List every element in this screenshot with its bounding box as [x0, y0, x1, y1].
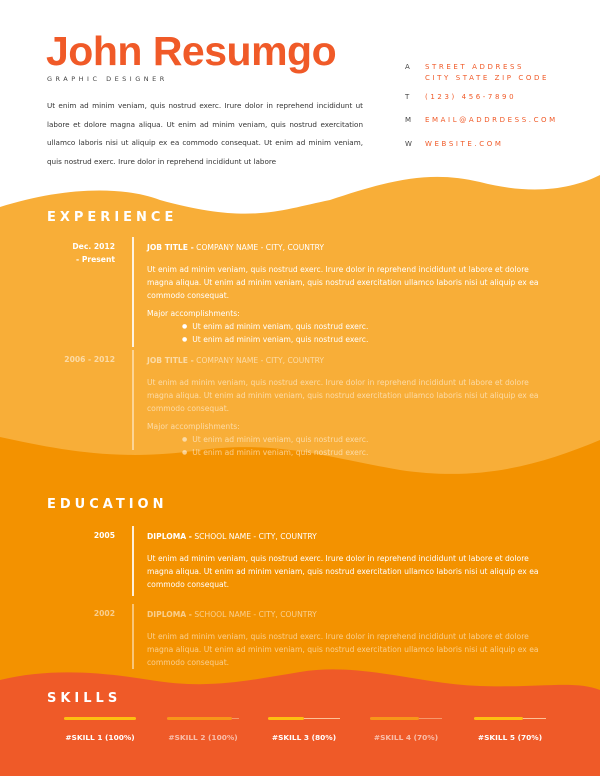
entry-org: COMPANY NAME - CITY, COUNTRY — [193, 356, 325, 365]
education-heading: EDUCATION — [47, 497, 168, 512]
entry-date: 2006 - 2012 — [64, 355, 115, 364]
skill-item — [163, 718, 243, 742]
timeline-divider — [132, 237, 134, 347]
candidate-name: John Resumgo — [46, 28, 337, 74]
skill-label: #SKILL 1 (100%) — [65, 733, 135, 742]
entry-title: DIPLOMA - — [147, 532, 192, 541]
skill-bar-fill — [167, 717, 232, 720]
accomplishment-item: ● Ut enim ad minim veniam, quis nostrud exerc. — [182, 446, 557, 459]
entry-date: Dec. 2012 - Present — [72, 242, 115, 264]
skill-bar-fill — [474, 717, 523, 720]
entry-date: 2005 — [93, 531, 115, 540]
skill-label: #SKILL 2 (100%) — [168, 733, 238, 742]
phone-key: T — [405, 93, 410, 101]
address-key: A — [405, 63, 410, 71]
skill-label: #SKILL 3 (80%) — [271, 733, 337, 742]
contact-address — [405, 62, 549, 83]
summary-text: Ut enim ad minim veniam, quis nostrud exerc. Irure dolor in reprehend incididunt ut labore et dolore magna aliqua. Ut enim ad minim veniam, quis nostrud exercitation ullamco laboris nisi ut aliquip ex ea commodo consequat. Ut enim ad minim veniam, quis nostrud exerc. Irure dolor in reprehend incididunt ut labore — [47, 101, 363, 166]
accomplishments-label: Major accomplishments: — [147, 422, 240, 431]
contact-email — [405, 115, 558, 126]
entry-title: JOB TITLE - — [147, 243, 194, 252]
skill-bar-fill — [370, 717, 419, 720]
skills-heading: SKILLS — [47, 691, 122, 706]
entry-desc: Ut enim ad minim veniam, quis nostrud exerc. Irure dolor in reprehend incididunt ut labore et dolore magna aliqua. Ut enim ad minim veniam, quis nostrud exercitation ullamco laboris nisi ut aliquip ex ea commodo consequat. — [147, 554, 539, 589]
website-value[interactable]: WEBSITE.COM — [425, 140, 504, 148]
skill-item — [470, 718, 550, 742]
skill-item — [60, 718, 140, 742]
entry-title: JOB TITLE - — [147, 356, 194, 365]
email-key: M — [405, 116, 412, 124]
skill-bar — [268, 718, 340, 719]
entry-org: SCHOOL NAME - CITY, COUNTRY — [191, 610, 317, 619]
skill-label: #SKILL 4 (70%) — [373, 733, 439, 742]
job-role: GRAPHIC DESIGNER — [47, 75, 168, 83]
skill-bar-fill — [64, 717, 136, 720]
entry-desc: Ut enim ad minim veniam, quis nostrud exerc. Irure dolor in reprehend incididunt ut labore et dolore magna aliqua. Ut enim ad minim veniam, quis nostrud exercitation ullamco laboris nisi ut aliquip ex ea commodo consequat. — [147, 632, 539, 667]
entry-desc: Ut enim ad minim veniam, quis nostrud exerc. Irure dolor in reprehend incididunt ut labore et dolore magna aliqua. Ut enim ad minim veniam, quis nostrud exercitation ullamco laboris nisi ut aliquip ex ea commodo consequat. — [147, 378, 539, 413]
address-line1: STREET ADDRESS — [425, 63, 525, 71]
skill-bar — [64, 718, 136, 719]
accomplishment-item: ● Ut enim ad minim veniam, quis nostrud exerc. — [182, 433, 557, 446]
website-key: W — [405, 140, 412, 148]
skill-bar — [167, 718, 239, 719]
skill-item — [264, 718, 344, 742]
email-value[interactable]: EMAIL@ADDRDESS.COM — [425, 116, 558, 124]
accomplishment-item: ● Ut enim ad minim veniam, quis nostrud exerc. — [182, 333, 557, 346]
entry-org: SCHOOL NAME - CITY, COUNTRY — [191, 532, 317, 541]
skill-bar — [474, 718, 546, 719]
entry-org: COMPANY NAME - CITY, COUNTRY — [193, 243, 325, 252]
timeline-divider — [132, 350, 134, 450]
skill-label: #SKILL 5 (70%) — [477, 733, 543, 742]
skill-bar-fill — [268, 717, 304, 720]
address-line2: CITY STATE ZIP CODE — [425, 73, 549, 82]
entry-title: DIPLOMA - — [147, 610, 192, 619]
experience-heading: EXPERIENCE — [47, 210, 178, 225]
entry-date: 2002 — [93, 609, 115, 618]
timeline-divider — [132, 604, 134, 669]
phone-value: (123) 456-7890 — [425, 93, 517, 101]
accomplishments-label: Major accomplishments: — [147, 309, 240, 318]
accomplishment-item: ● Ut enim ad minim veniam, quis nostrud exerc. — [182, 320, 557, 333]
entry-desc: Ut enim ad minim veniam, quis nostrud exerc. Irure dolor in reprehend incididunt ut labore et dolore magna aliqua. Ut enim ad minim veniam, quis nostrud exercitation ullamco laboris nisi ut aliquip ex ea commodo consequat. — [147, 265, 539, 300]
contact-phone — [405, 92, 516, 103]
skill-item — [366, 718, 446, 742]
contact-website — [405, 139, 504, 150]
timeline-divider — [132, 526, 134, 596]
skill-bar — [370, 718, 442, 719]
